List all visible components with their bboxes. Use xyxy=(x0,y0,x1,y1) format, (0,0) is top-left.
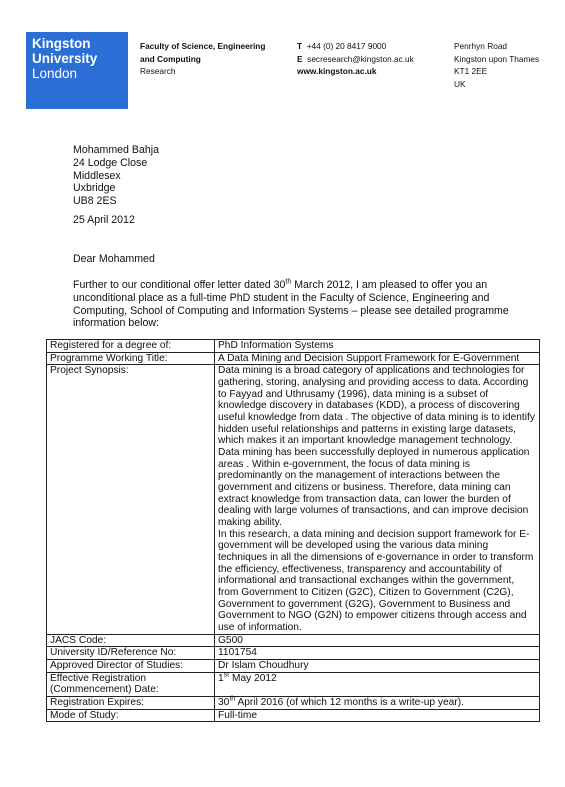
expires-label: Registration Expires: xyxy=(47,697,215,710)
jacs-value: G500 xyxy=(215,634,540,647)
email-link[interactable]: secresearch@kingston.ac.uk xyxy=(307,53,414,64)
telephone: +44 (0) 20 8417 9000 xyxy=(306,41,387,51)
faculty-line: Faculty of Science, Engineering xyxy=(140,41,266,51)
title-value: A Data Mining and Decision Support Framework for E-Government xyxy=(215,352,540,365)
recipient-line: 24 Lodge Close xyxy=(73,156,148,169)
table-row xyxy=(47,365,540,634)
address-line: UK xyxy=(454,78,466,89)
logo-line2: University xyxy=(32,51,98,66)
synopsis-paragraph: Data mining is a broad category of applications and technologies for gathering, storing, analysing and providing access to data. According to Fayyad and Uthrusamy (1996), data mining is a subset of knowledge discovery in databases (KDD), a process of discovering useful knowledge from data . The objective of data mining is to identify hidden useful relationships and patterns in existing large datasets, which makes it an important knowledge management technology. Data mining has been successfully deployed in numerous application areas . Within e-government, the focus of data mining is predominantly on the management of interactions between the government and citizens or business. Therefore, data mining can extract knowledge from transaction data, can lower the burden of dealing with large volumes of transactions, and can improve decision making ability. xyxy=(218,365,535,528)
table-row xyxy=(47,634,540,647)
table-row xyxy=(47,659,540,672)
table-row xyxy=(47,340,540,353)
mode-label: Mode of Study: xyxy=(47,709,215,722)
address-line: KT1 2EE xyxy=(454,66,488,76)
director-value: Dr Islam Choudhury xyxy=(215,659,540,672)
recipient-line: Mohammed Bahja xyxy=(73,144,159,156)
effective-date-value: 1st May 2012 xyxy=(215,672,540,696)
recipient-line: Middlesex xyxy=(73,169,121,182)
synopsis-paragraph: In this research, a data mining and decision support framework for E-government will be developed using the various data mining techniques in all the dimensions of e-governance in order to transform the efficiency, effectiveness, transparency and accountability of informational and transactional exchanges within the government, from Government to Citizen (G2C), Citizen to Government (C2G), Government to government (G2G), Government to Business and Government to NGO (G2N) to empower citizens through access and use of information. xyxy=(218,528,534,633)
department: Research xyxy=(140,66,176,76)
table-row xyxy=(47,647,540,660)
logo-line1: Kingston xyxy=(32,36,91,51)
table-row xyxy=(47,709,540,722)
uid-label: University ID/Reference No: xyxy=(47,647,215,660)
postal-address xyxy=(454,40,539,90)
website-link[interactable]: www.kingston.ac.uk xyxy=(297,66,377,76)
synopsis-label: Project Synopsis: xyxy=(47,365,215,634)
recipient-address xyxy=(73,144,159,208)
tel-prefix: T xyxy=(297,41,303,51)
jacs-label: JACS Code: xyxy=(47,634,215,647)
letter-date: 25 April 2012 xyxy=(73,214,135,226)
logo-line3: London xyxy=(32,66,78,81)
address-line: Kingston upon Thames xyxy=(454,53,540,64)
effective-date-label: Effective Registration (Commencement) Date: xyxy=(47,672,215,696)
synopsis-value xyxy=(215,365,540,634)
degree-value: PhD Information Systems xyxy=(215,340,540,353)
university-logo xyxy=(26,32,128,109)
salutation: Dear Mohammed xyxy=(73,253,155,265)
table-row xyxy=(47,697,540,710)
title-label: Programme Working Title: xyxy=(47,352,215,365)
contact-block xyxy=(297,40,414,78)
mode-value: Full-time xyxy=(215,709,540,722)
director-label: Approved Director of Studies: xyxy=(47,659,215,672)
recipient-line: Uxbridge xyxy=(73,182,116,195)
faculty-line: and Computing xyxy=(140,53,201,64)
programme-table xyxy=(46,339,540,722)
degree-label: Registered for a degree of: xyxy=(47,340,215,353)
table-row xyxy=(47,352,540,365)
faculty-block xyxy=(140,40,265,78)
uid-value: 1101754 xyxy=(215,647,540,660)
body-paragraph: Further to our conditional offer letter dated 30th March 2012, I am pleased to offer you an unconditional place as a full-time PhD student in the Faculty of Science, Engineering and Computing, School of Computing and Information Systems – please see detailed programme information below: xyxy=(73,278,509,330)
table-row xyxy=(47,672,540,696)
expires-value: 30th April 2016 (of which 12 months is a write-up year). xyxy=(215,697,540,710)
email-prefix: E xyxy=(297,53,303,64)
address-line: Penrhyn Road xyxy=(454,41,508,51)
recipient-line: UB8 2ES xyxy=(73,195,117,208)
